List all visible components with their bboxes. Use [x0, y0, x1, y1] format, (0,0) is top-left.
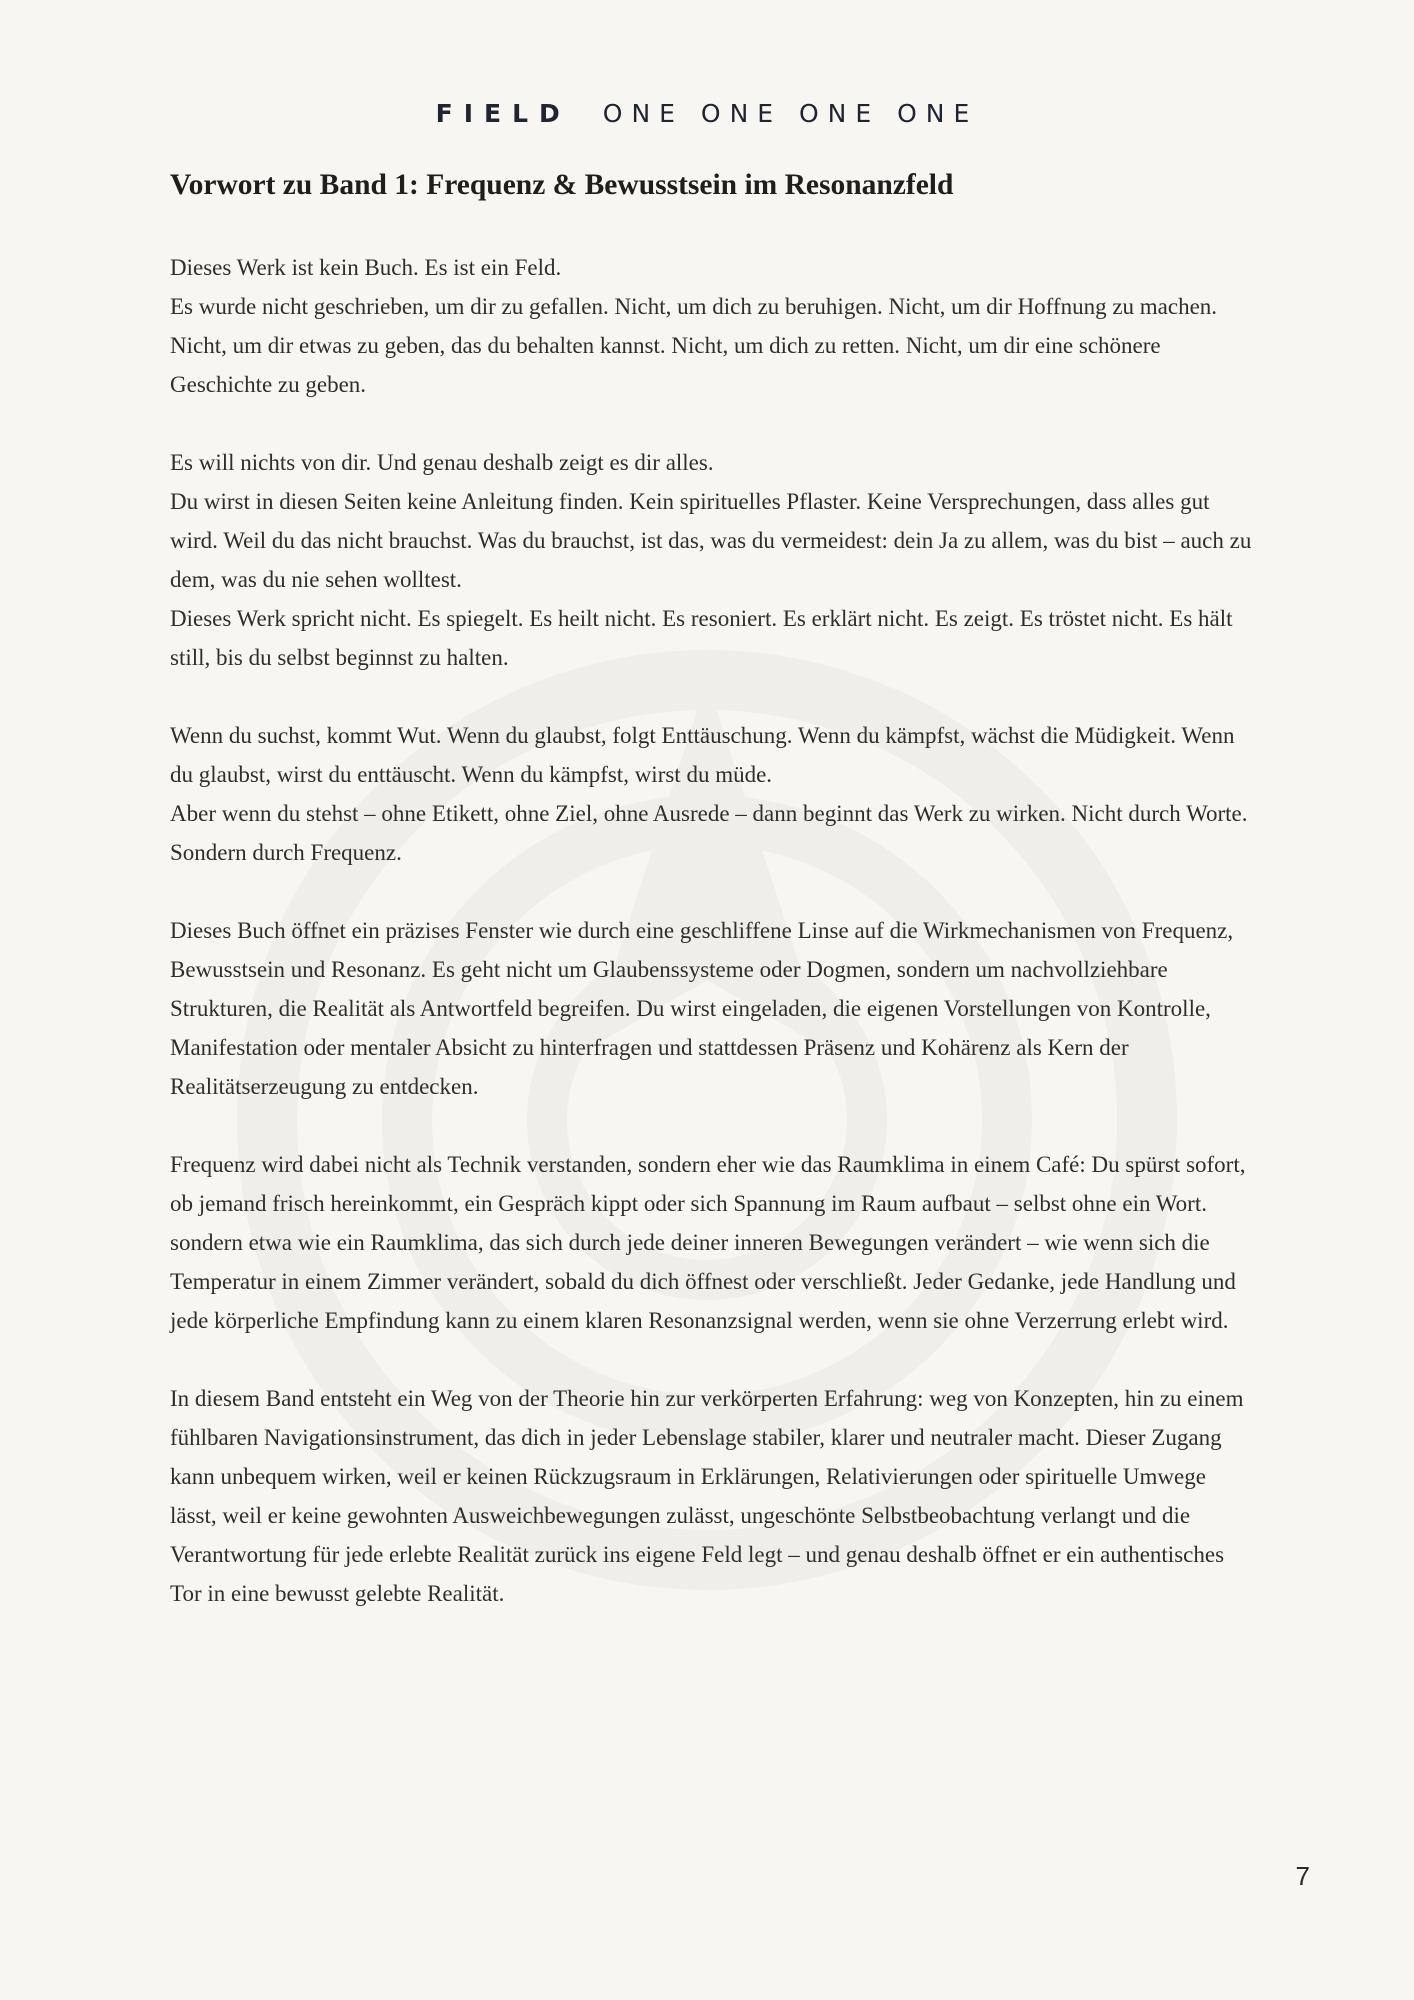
paragraph-6 [170, 1379, 1256, 1613]
brand-name: FIELD [435, 99, 571, 128]
paragraph-line: Wenn du suchst, kommt Wut. Wenn du glaubst, folgt Enttäuschung. Wenn du kämpfst, wächst die Müdigkeit. Wenn du glaubst, wirst du enttäuscht. Wenn du kämpfst, wirst du müde. [170, 723, 1235, 787]
paragraph-2 [170, 443, 1256, 677]
paragraph-line: Aber wenn du stehst – ohne Etikett, ohne Ziel, ohne Ausrede – dann beginnt das Werk zu wirken. Nicht durch Worte. Sondern durch Frequenz. [170, 801, 1248, 865]
body-text [170, 248, 1256, 1652]
paragraph-line: Dieses Werk spricht nicht. Es spiegelt. Es heilt nicht. Es resoniert. Es erklärt nicht. Es zeigt. Es tröstet nicht. Es hält still, bis du selbst beginnst zu halten. [170, 606, 1233, 670]
paragraph-3 [170, 716, 1256, 872]
paragraph-4 [170, 911, 1256, 1106]
paragraph-line: Es will nichts von dir. Und genau deshalb zeigt es dir alles. [170, 450, 714, 475]
paragraph-5 [170, 1145, 1256, 1340]
paragraph-line: Du wirst in diesen Seiten keine Anleitung finden. Kein spirituelles Pflaster. Keine Versprechungen, dass alles gut wird. Weil du das nicht brauchst. Was du brauchst, ist das, was du vermeidest: dein Ja zu allem, was du bist – auch zu dem, was du nie sehen wolltest. [170, 489, 1252, 592]
paragraph-1 [170, 248, 1256, 404]
paragraph-line: Frequenz wird dabei nicht als Technik verstanden, sondern eher wie das Raumklima in einem Café: Du spürst sofort, ob jemand frisch hereinkommt, ein Gespräch kippt oder sich Spannung im Raum aufbaut – selbst ohne ein Wort. sondern etwa wie ein Raumklima, das sich durch jede deiner inneren Bewegungen verändert – wie wenn sich die Temperatur in einem Zimmer verändert, sobald du dich öffnest oder verschließt. Jeder Gedanke, jede Handlung und jede körperliche Empfindung kann zu einem klaren Resonanzsignal werden, wenn sie ohne Verzerrung erlebt wird. [170, 1152, 1246, 1333]
paragraph-line: Dieses Werk ist kein Buch. Es ist ein Feld. [170, 255, 562, 280]
paragraph-line: Dieses Buch öffnet ein präzises Fenster wie durch eine geschliffene Linse auf die Wirkmechanismen von Frequenz, Bewusstsein und Resonanz. Es geht nicht um Glaubenssysteme oder Dogmen, sondern um nachvollziehbare Strukturen, die Realität als Antwortfeld begreifen. Du wirst eingeladen, die eigenen Vorstellungen von Kontrolle, Manifestation oder mentaler Absicht zu hinterfragen und stattdessen Präsenz und Kohärenz als Kern der Realitätserzeugung zu entdecken. [170, 918, 1234, 1099]
page-header [0, 99, 1414, 128]
paragraph-line: Es wurde nicht geschrieben, um dir zu gefallen. Nicht, um dich zu beruhigen. Nicht, um dir Hoffnung zu machen. Nicht, um dir etwas zu geben, das du behalten kannst. Nicht, um dich zu retten. Nicht, um dir eine schönere Geschichte zu geben. [170, 294, 1218, 397]
page-number: 7 [1295, 1861, 1310, 1891]
paragraph-line: In diesem Band entsteht ein Weg von der Theorie hin zur verkörperten Erfahrung: weg von Konzepten, hin zu einem fühlbaren Navigationsinstrument, das dich in jeder Lebenslage stabiler, klarer und neutraler macht. Dieser Zugang kann unbequem wirken, weil er keinen Rückzugsraum in Erklärungen, Relativierungen oder spirituelle Umwege lässt, weil er keine gewohnten Ausweichbewegungen zulässt, ungeschönte Selbstbeobachtung verlangt und die Verantwortung für jede erlebte Realität zurück ins eigene Feld legt – und genau deshalb öffnet er ein authentisches Tor in eine bewusst gelebte Realität. [170, 1386, 1244, 1606]
brand-subtitle: ONE ONE ONE ONE [602, 99, 979, 128]
chapter-title: Vorwort zu Band 1: Frequenz & Bewusstsein im Resonanzfeld [170, 169, 954, 201]
